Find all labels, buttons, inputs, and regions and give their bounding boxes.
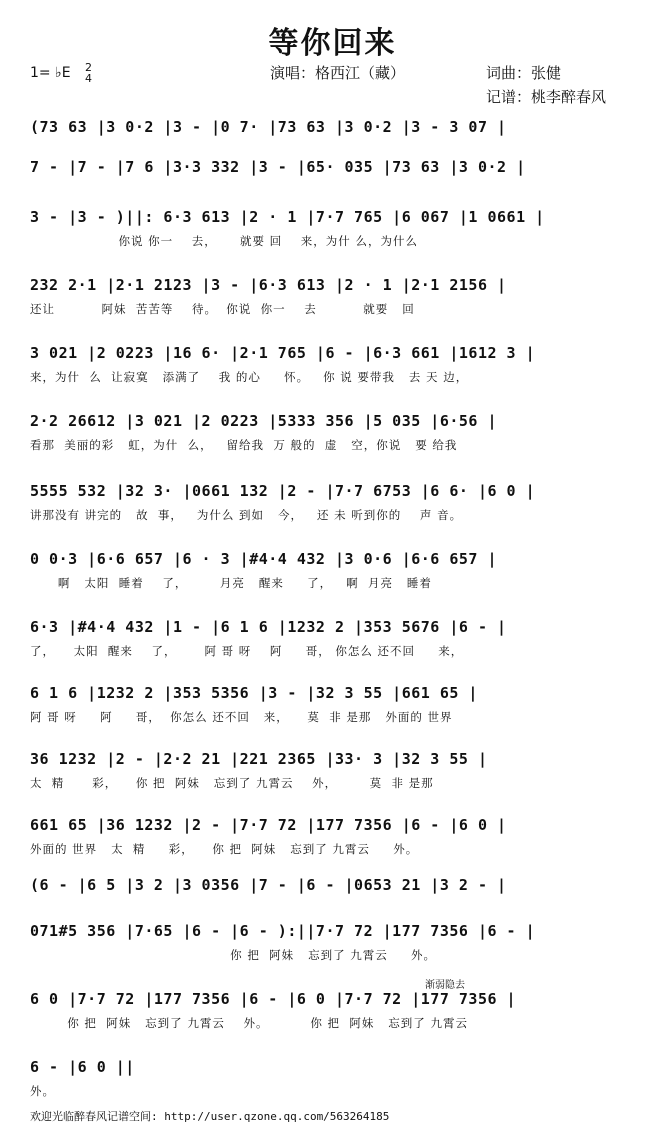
notes: 2·2 26612 |3 021 |2 0223 |5333 356 |5 035 |6·56 | (30, 412, 498, 430)
key-signature (30, 62, 92, 84)
song-title: 等你回来 (268, 26, 397, 61)
arranger-credit: 记谱：桃李醉春风 (486, 88, 607, 106)
footer-credit: 欢迎光临醉春风记谱空间: http://user.qzone.qq.com/563264185 (30, 1110, 390, 1123)
time-signature-bottom: 4 (85, 72, 92, 85)
dynamics-annotation: 渐弱隐去 (425, 980, 465, 991)
lyrics: 外。 (30, 1084, 55, 1098)
notes: 6 0 |7·7 72 |177 7356 |6 - |6 0 |7·7 72 |177 7356 | (30, 990, 517, 1008)
notes: 661 65 |36 1232 |2 - |7·7 72 |177 7356 |6 - |6 0 | (30, 816, 507, 834)
lyrics: 看那 美丽的彩 虹，为什 么， 留给我 万 般的 虚 空，你说 要 给我 (30, 438, 458, 452)
notes: 6 - |6 0 || (30, 1058, 135, 1076)
lyrics: 讲那没有 讲完的 故 事， 为什么 到如 今， 还 未 听到你的 声 音。 (30, 508, 463, 522)
time-signature (85, 62, 92, 84)
notes: 7 - |7 - |7 6 |3·3 332 |3 - |65· 035 |73 63 |3 0·2 | (30, 158, 526, 176)
notes: 3 - |3 - )||: 6·3 613 |2 · 1 |7·7 765 |6 067 |1 0661 | (30, 208, 545, 226)
lyrics: 你 把 阿妹 忘到了 九霄云 外。 你 把 阿妹 忘到了 九霄云 (30, 1016, 468, 1030)
composer-credit: 词曲：张健 (486, 64, 562, 82)
key-label: 1= ♭E (30, 65, 71, 81)
notes: 071#5 356 |7·65 |6 - |6 - ):||7·7 72 |177 7356 |6 - | (30, 922, 536, 940)
notes: 6 1 6 |1232 2 |353 5356 |3 - |32 3 55 |661 65 | (30, 684, 478, 702)
lyrics: 外面的 世界 太 精 彩， 你 把 阿妹 忘到了 九霄云 外。 (30, 842, 419, 856)
lyrics: 来，为什 么 让寂寞 添满了 我 的心 怀。 你 说 要带我 去 天 边， (30, 370, 469, 384)
notes: 5555 532 |32 3· |0661 132 |2 - |7·7 6753 |6 6· |6 0 | (30, 482, 536, 500)
notes: 6·3 |#4·4 432 |1 - |6 1 6 |1232 2 |353 5676 |6 - | (30, 618, 507, 636)
lyrics: 阿 哥 呀 阿 哥， 你怎么 还不回 来， 莫 非 是那 外面的 世界 (30, 710, 453, 724)
singer-credit: 演唱：格西江（藏） (270, 64, 406, 82)
time-signature-top: 2 (85, 61, 92, 74)
lyrics: 啊 太阳 睡着 了， 月亮 醒来 了， 啊 月亮 睡着 (30, 576, 432, 590)
lyrics: 你 把 阿妹 忘到了 九霄云 外。 (30, 948, 437, 962)
lyrics: 了， 太阳 醒来 了， 阿 哥 呀 阿 哥， 你怎么 还不回 来， (30, 644, 464, 658)
lyrics: 太 精 彩， 你 把 阿妹 忘到了 九霄云 外， 莫 非 是那 (30, 776, 434, 790)
lyrics: 你说 你一 去， 就要 回 来，为什 么，为什么 (30, 234, 418, 248)
notes: 3 021 |2 0223 |16 6· |2·1 765 |6 - |6·3 661 |1612 3 | (30, 344, 536, 362)
notes: 0 0·3 |6·6 657 |6 · 3 |#4·4 432 |3 0·6 |6·6 657 | (30, 550, 498, 568)
notes: 36 1232 |2 - |2·2 21 |221 2365 |33· 3 |32 3 55 | (30, 750, 488, 768)
notes: 232 2·1 |2·1 2123 |3 - |6·3 613 |2 · 1 |2·1 2156 | (30, 276, 507, 294)
notes: (73 63 |3 0·2 |3 - |0 7· |73 63 |3 0·2 |3 - 3 07 | (30, 118, 507, 136)
lyrics: 还让 阿妹 苦苦等 待。 你说 你一 去 就要 回 (30, 302, 415, 316)
notes: (6 - |6 5 |3 2 |3 0356 |7 - |6 - |0653 21 |3 2 - | (30, 876, 507, 894)
